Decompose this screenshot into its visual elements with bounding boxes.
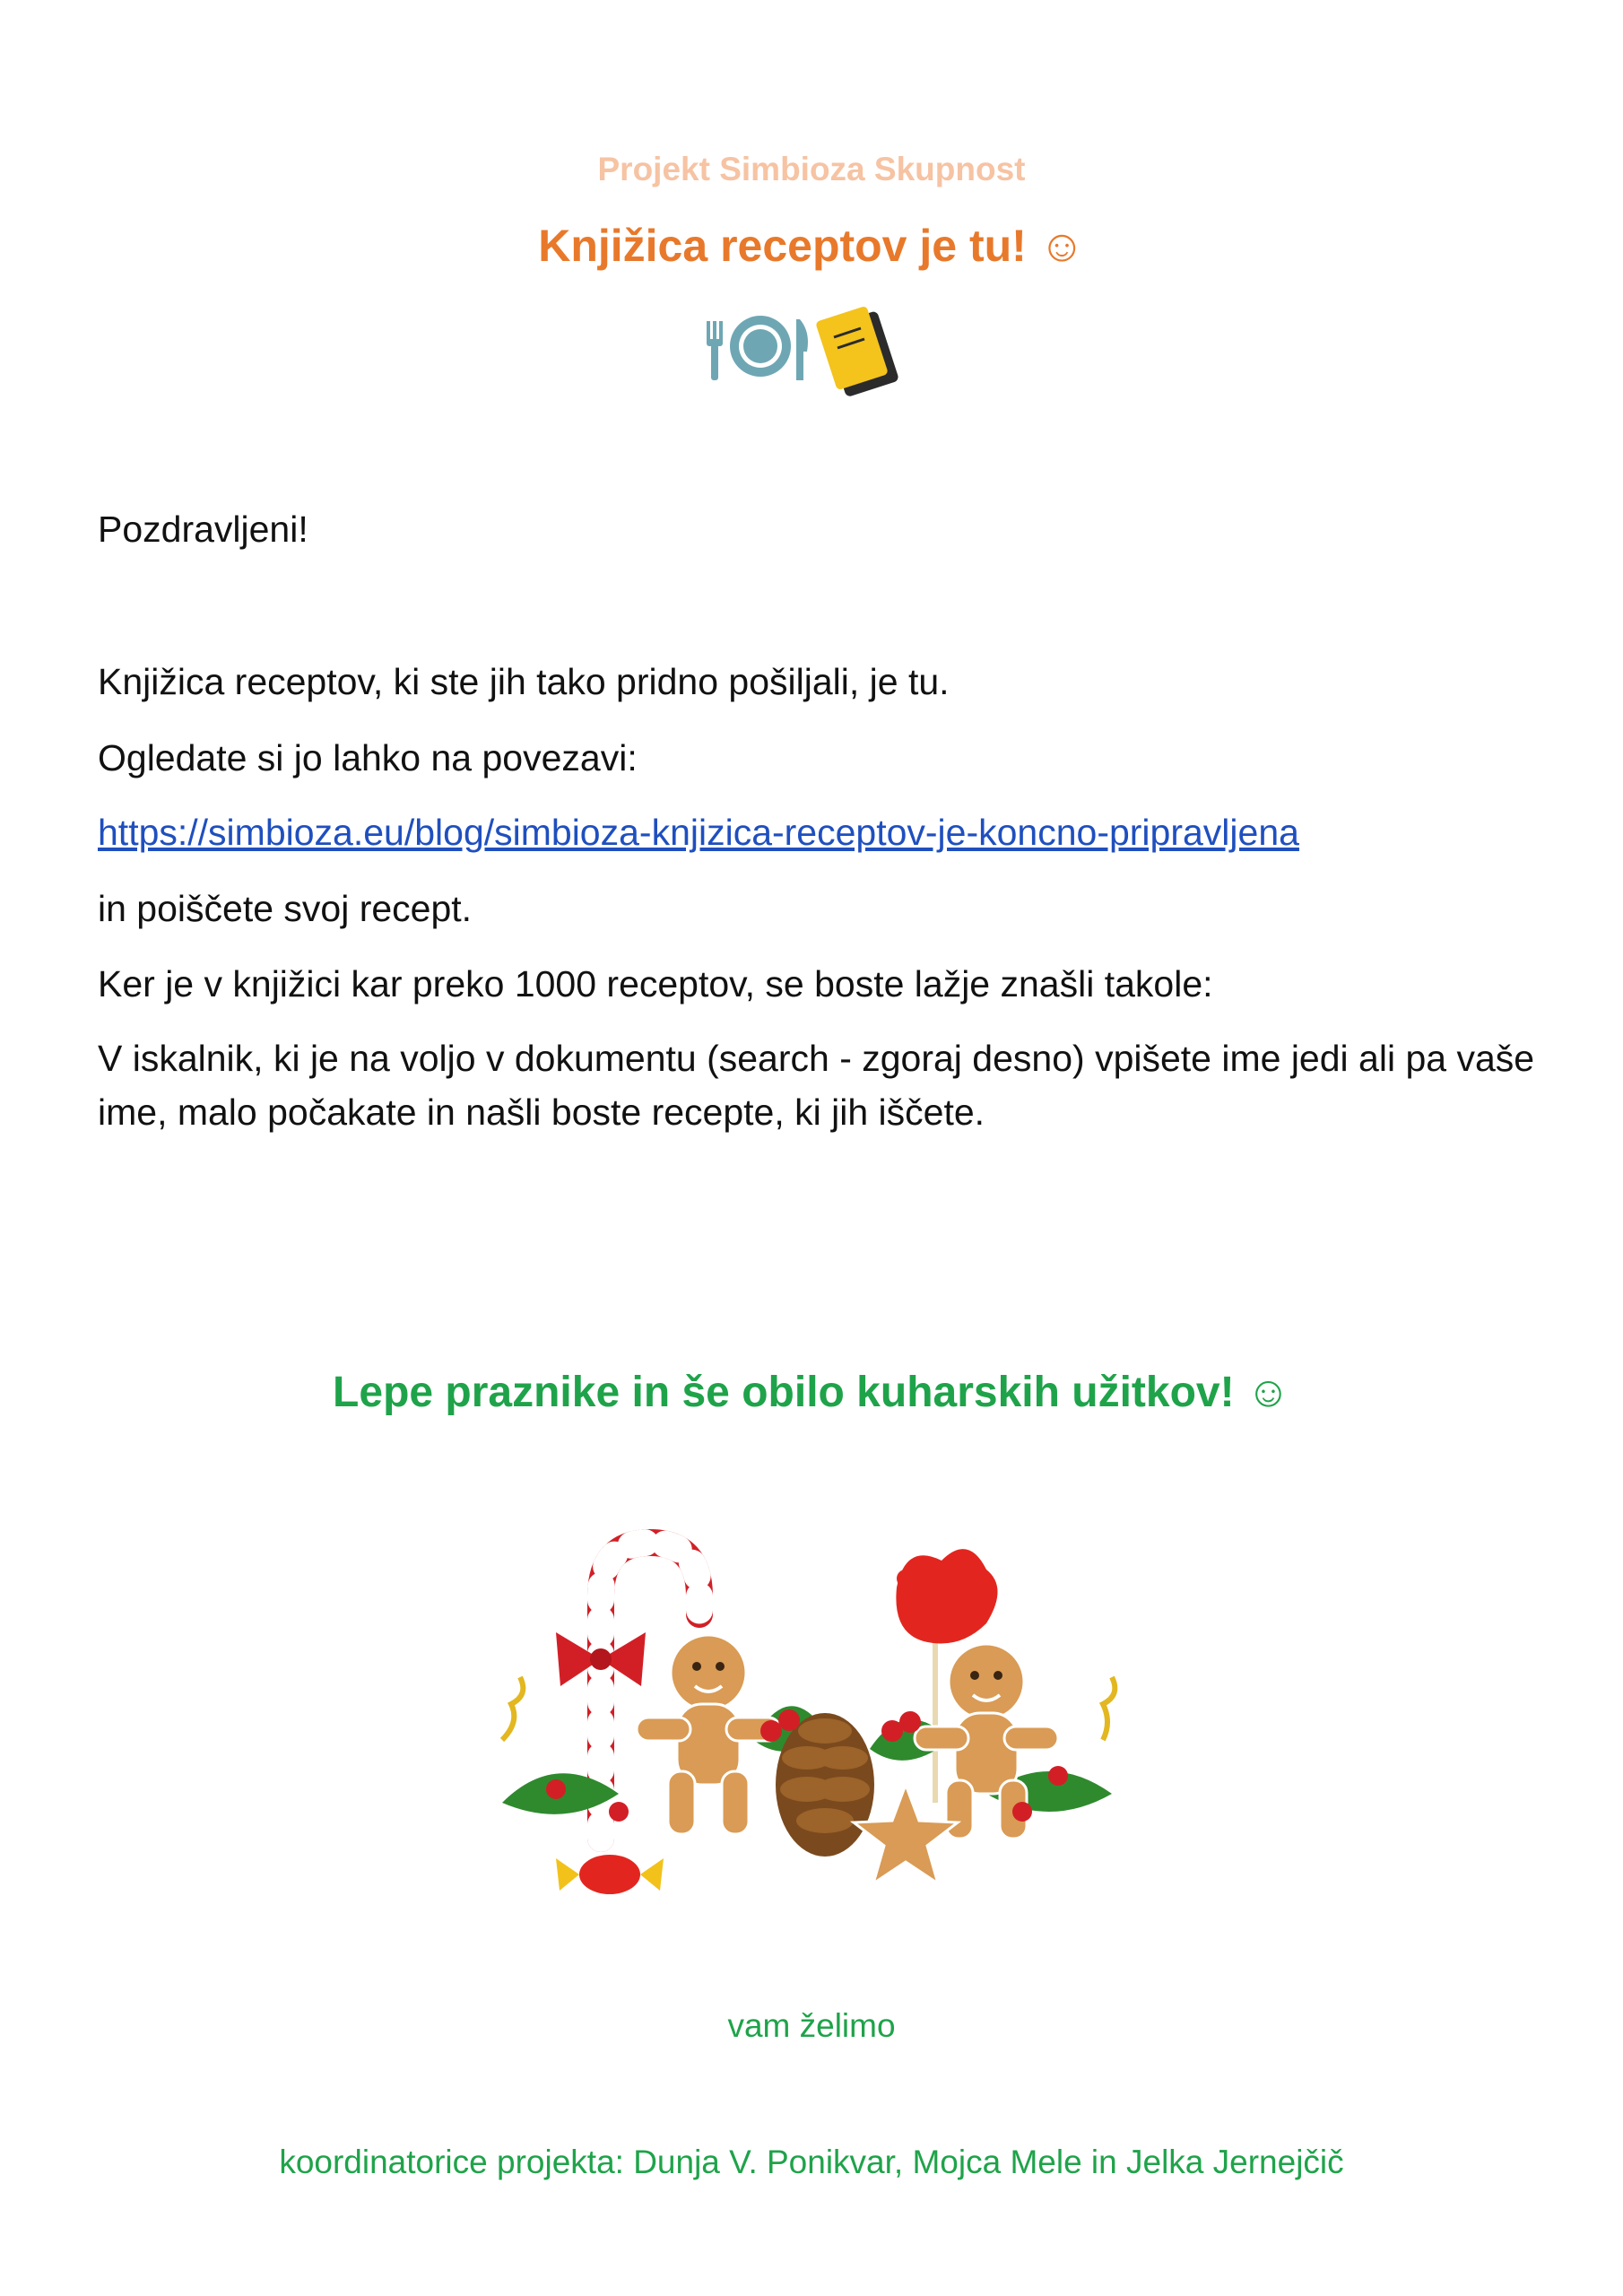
- notebook-icon: [815, 306, 899, 398]
- paragraph-intro: Knjižica receptov, ki ste jih tako pridno pošiljali, je tu.: [98, 661, 950, 702]
- coordinators: koordinatorice projekta: Dunja V. Ponikvar, Mojca Mele in Jelka Jernejčič: [279, 2144, 1344, 2180]
- paragraph-find: in poiščete svoj recept.: [98, 888, 473, 929]
- paragraph-count: Ker je v knjižici kar preko 1000 receptov, se boste lažje znašli takole:: [98, 963, 1213, 1004]
- christmas-illustration: [484, 1516, 1130, 1910]
- greeting: Pozdravljeni!: [98, 509, 308, 550]
- holiday-wish: Lepe praznike in še obilo kuharskih užitkov! ☺: [333, 1369, 1290, 1416]
- paragraph-search-instructions: V iskalnik, ki je na voljo v dokumentu (search - zgoraj desno) vpišete ime jedi ali pa vaše ime, malo počakate in našli boste recepte, ki jih iščete.: [98, 1038, 1535, 1133]
- signoff: vam želimo: [727, 2007, 896, 2044]
- recipe-booklet-link[interactable]: https://simbioza.eu/blog/simbioza-knjizica-receptov-je-koncno-pripravljena: [98, 812, 1299, 853]
- project-name: Projekt Simbioza Skupnost: [597, 151, 1026, 187]
- paragraph-view: Ogledate si jo lahko na povezavi:: [98, 737, 638, 778]
- header-icons: [699, 296, 915, 404]
- headline: Knjižica receptov je tu! ☺: [538, 221, 1085, 271]
- fork-plate-knife-icon: [707, 316, 808, 380]
